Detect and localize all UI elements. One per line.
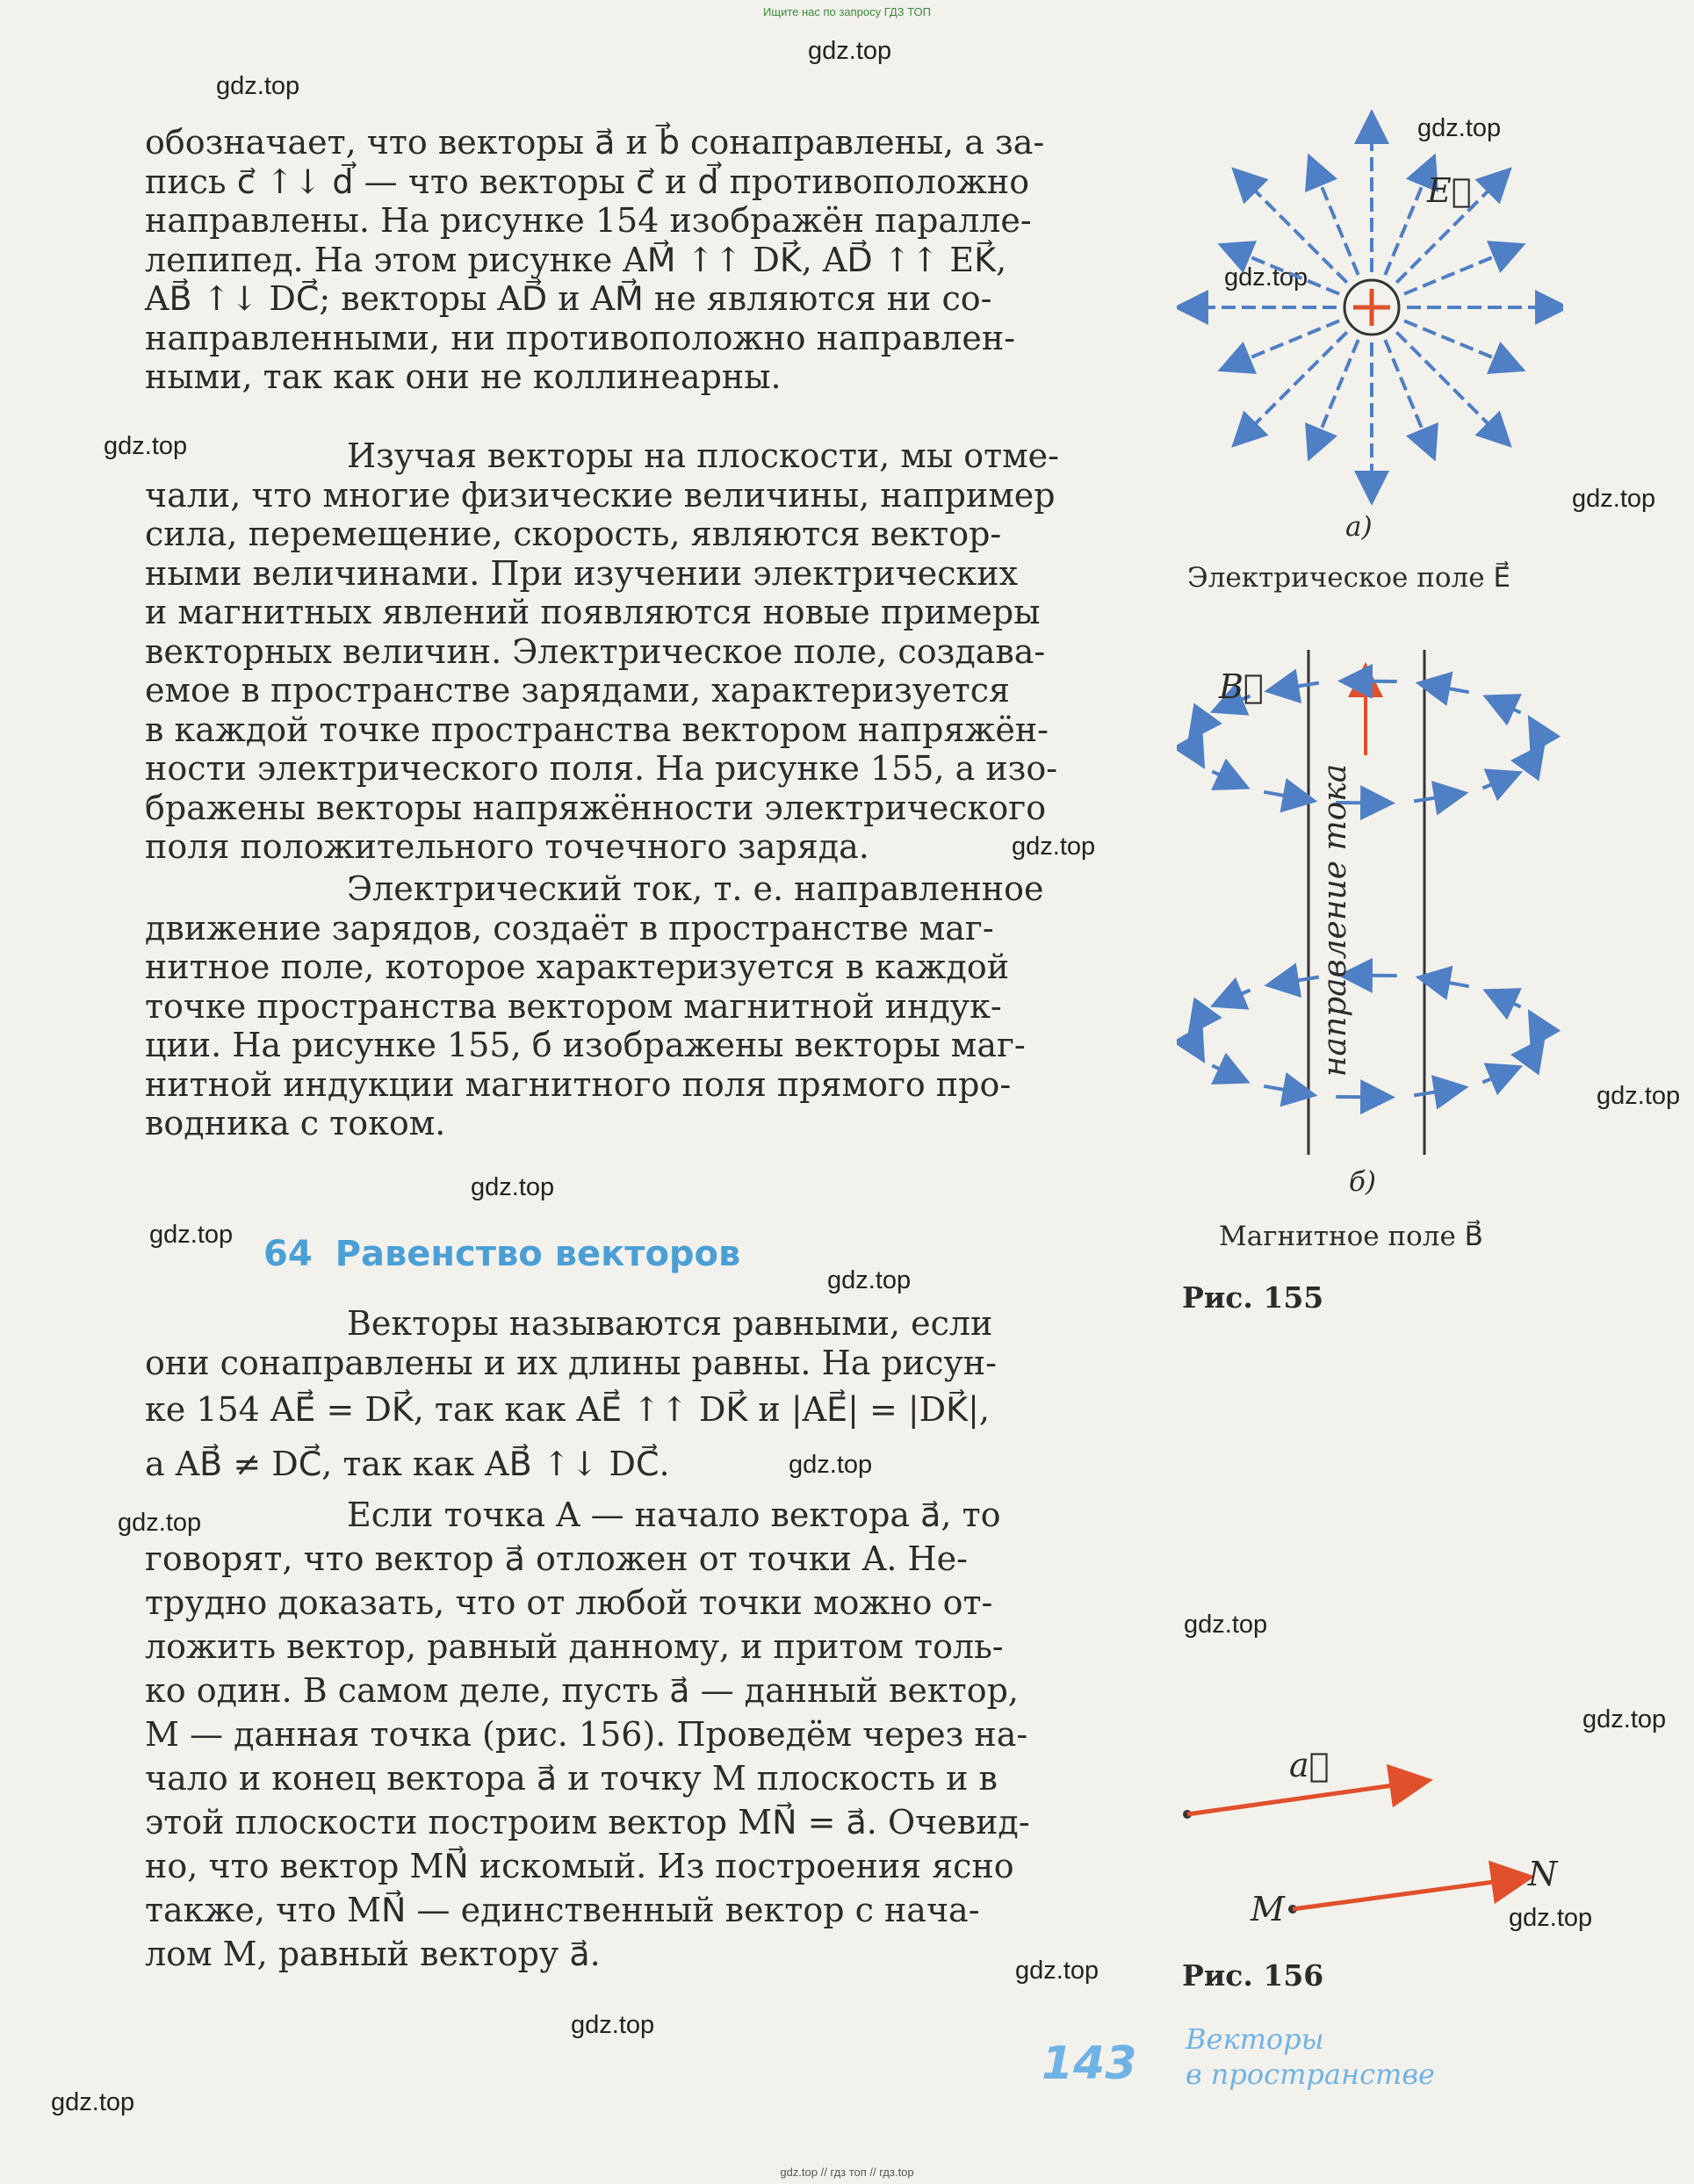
subfigure-a-label: а)	[1345, 511, 1373, 543]
text-line: точке пространства вектором магнитной индук-	[145, 986, 1002, 1026]
text-line: направленными, ни противоположно направлен-	[145, 318, 1016, 357]
text-line: трудно доказать, что от любой точки можно от-	[145, 1583, 993, 1622]
electric-field-diagram	[1177, 110, 1563, 505]
text-line: они сонаправлены и их длины равны. На рисун-	[145, 1343, 997, 1382]
watermark: gdz.top	[104, 432, 188, 460]
text-line: направлены. На рисунке 154 изображён паралле-	[145, 201, 1032, 240]
text-line: ко один. В самом деле, пусть a⃗ — данный вектор,	[145, 1671, 1019, 1710]
magnetic-arrow	[1271, 977, 1318, 985]
text-line: сила, перемещение, скорость, являются вектор-	[145, 515, 1002, 553]
section-title: Равенство векторов	[335, 1234, 741, 1274]
text-line: лепипед. На этом рисунке AM⃗ ↑↑ DK⃗, AD⃗ ↑↑ EK⃗,	[145, 240, 1007, 279]
text-line: Векторы называются равными, если	[347, 1304, 993, 1343]
caption-magnetic-field: Магнитное поле B⃗	[1219, 1221, 1483, 1252]
watermark: gdz.top	[471, 1173, 555, 1201]
point-N-label: N	[1528, 1855, 1558, 1893]
text-line: ции. На рисунке 155, б изображены векторы маг-	[145, 1026, 1026, 1064]
watermark: gdz.top	[118, 1509, 202, 1537]
text-line: но, что вектор MN⃗ искомый. Из построения ясно	[145, 1847, 1014, 1885]
text-line: в каждой точке пространства вектором напряжён-	[145, 710, 1049, 749]
watermark: gdz.top	[1572, 485, 1656, 513]
watermark: gdz.top	[1417, 114, 1502, 142]
figure-156-label: Рис. 156	[1182, 1958, 1324, 1993]
magnetic-arrow	[1482, 1068, 1516, 1082]
magnetic-arrow	[1212, 771, 1243, 786]
watermark: gdz.top	[51, 2088, 135, 2116]
field-label-E: E⃗	[1427, 171, 1472, 210]
caption-electric-field: Электрическое поле E⃗	[1187, 562, 1511, 594]
text-line: нитное поле, которое характеризуется в каждой	[145, 948, 1010, 986]
magnetic-arrow	[1216, 991, 1250, 1005]
field-arrow	[1236, 172, 1347, 283]
text-line: ными, так как они не коллинеарны.	[145, 357, 782, 396]
watermark: gdz.top	[827, 1266, 912, 1294]
magnetic-arrow	[1528, 1042, 1541, 1060]
text-line: Если точка A — начало вектора a⃗, то	[347, 1496, 1001, 1534]
text-line: AB⃗ ↑↓ DC⃗; векторы AD⃗ и AM⃗ не являются ни со-	[145, 279, 992, 318]
field-arrow	[1385, 160, 1432, 275]
subfigure-b-label: б)	[1349, 1166, 1377, 1198]
text-line: этой плоскости построим вектор MN⃗ = a⃗. Очевид-	[145, 1803, 1030, 1842]
field-arrow	[1404, 246, 1519, 293]
text-line: поля положительного точечного заряда.	[145, 827, 869, 866]
section-title-line: в пространстве	[1186, 2058, 1435, 2091]
magnetic-arrow	[1489, 698, 1521, 713]
magnetic-arrow	[1489, 992, 1521, 1007]
magnetic-arrow	[1191, 745, 1201, 763]
watermark: gdz.top	[808, 37, 892, 65]
magnetic-arrow	[1423, 684, 1469, 693]
text-line: ными величинами. При изучении электрических	[145, 553, 1019, 593]
watermark: gdz.top	[1509, 1904, 1593, 1932]
section-heading	[263, 1234, 740, 1274]
field-label-B: B⃗	[1219, 667, 1264, 706]
watermark: gdz.top	[1184, 1611, 1268, 1639]
text-line: M — данная точка (рис. 156). Проведём через на-	[145, 1715, 1028, 1754]
magnetic-arrow	[1271, 683, 1318, 691]
field-arrow	[1385, 340, 1432, 455]
magnetic-arrow	[1336, 1097, 1388, 1098]
text-line: ке 154 AE⃗ = DK⃗, так как AE⃗ ↑↑ DK⃗ и |AE⃗| = |DK⃗|,	[145, 1390, 990, 1429]
magnetic-arrow	[1192, 1013, 1205, 1030]
paragraph-1	[145, 123, 1133, 397]
field-arrow	[1224, 246, 1339, 293]
magnetic-arrow	[1192, 718, 1205, 736]
text-line: и магнитных явлений появляются новые примеры	[145, 593, 1041, 631]
section-number: 64	[263, 1234, 313, 1274]
magnetic-arrow	[1423, 978, 1469, 987]
vector-MN	[1293, 1878, 1526, 1909]
vector-diagram-156	[1177, 1756, 1546, 1932]
magnetic-arrow	[1532, 721, 1542, 739]
point-M-label: M	[1251, 1890, 1285, 1928]
watermark: gdz.top	[1597, 1082, 1681, 1110]
text-line: движение зарядов, создаёт в пространстве маг-	[145, 908, 994, 948]
magnetic-arrow	[1414, 1088, 1461, 1096]
magnetic-field-diagram	[1177, 650, 1563, 1159]
vector-a	[1187, 1781, 1424, 1814]
text-line: бражены векторы напряжённости электрического	[145, 788, 1047, 827]
text-line: векторных величин. Электрическое поле, создава-	[145, 631, 1046, 671]
text-line: а AB⃗ ≠ DC⃗, так как AB⃗ ↑↓ DC⃗.	[145, 1445, 670, 1483]
text-line: Электрический ток, т. е. направленное	[347, 869, 1044, 908]
watermark: gdz.top	[789, 1451, 873, 1479]
watermark: gdz.top	[1012, 833, 1096, 861]
field-arrow	[1310, 340, 1358, 455]
magnetic-arrow	[1344, 681, 1397, 682]
top-banner: Ищите нас по запросу ГДЗ ТОП	[763, 5, 931, 18]
watermark: gdz.top	[1582, 1705, 1667, 1734]
page-number: 143	[1042, 2037, 1137, 2090]
magnetic-arrow	[1414, 794, 1461, 802]
field-arrow	[1310, 160, 1358, 275]
watermark: gdz.top	[1015, 1957, 1099, 1985]
magnetic-arrow	[1264, 792, 1310, 801]
text-line: чало и конец вектора a⃗ и точку M плоскость и в	[145, 1759, 998, 1798]
text-line: пись c⃗ ↑↓ d⃗ — что векторы c⃗ и d⃗ противоположно	[145, 162, 1030, 201]
section-title-line: Векторы	[1186, 2022, 1324, 2056]
bottom-banner: gdz.top // гдз топ // гдз.top	[780, 2166, 914, 2179]
magnetic-arrow	[1191, 1039, 1201, 1057]
text-line: обозначает, что векторы a⃗ и b⃗ сонаправлены, а за-	[145, 123, 1045, 162]
paragraph-2	[145, 436, 1133, 867]
text-line: Изучая векторы на плоскости, мы отме-	[347, 436, 1060, 475]
watermark: gdz.top	[1224, 263, 1308, 292]
watermark: gdz.top	[216, 72, 300, 100]
field-arrow	[1236, 332, 1347, 443]
section-title-footer	[1186, 2022, 1435, 2092]
watermark: gdz.top	[149, 1221, 234, 1249]
paragraph-3	[145, 869, 1133, 1143]
paragraph-5	[145, 1493, 1133, 1976]
paragraph-4	[145, 1304, 1133, 1491]
text-line: емое в пространстве зарядами, характеризуется	[145, 671, 1010, 710]
magnetic-arrow	[1482, 774, 1516, 788]
magnetic-arrow	[1212, 1065, 1243, 1080]
text-line: водника с током.	[145, 1104, 446, 1142]
magnetic-arrow	[1532, 1015, 1542, 1034]
current-direction-label: направление тока	[1316, 763, 1353, 1078]
text-line: чали, что многие физические величины, например	[145, 475, 1056, 515]
text-line: нитной индукции магнитного поля прямого про-	[145, 1064, 1012, 1104]
magnetic-arrow	[1264, 1086, 1310, 1095]
text-line: лом M, равный вектору a⃗.	[145, 1935, 601, 1973]
text-line: также, что MN⃗ — единственный вектор с нача-	[145, 1891, 980, 1929]
text-line: ложить вектор, равный данному, и притом толь-	[145, 1627, 1004, 1666]
field-arrow	[1404, 321, 1519, 368]
field-arrow	[1224, 321, 1339, 368]
figure-155-label: Рис. 155	[1182, 1280, 1324, 1315]
text-line: говорят, что вектор a⃗ отложен от точки A. Не-	[145, 1539, 968, 1578]
text-line: ности электрического поля. На рисунке 155, а изо-	[145, 749, 1058, 788]
vector-a-label: a⃗	[1289, 1746, 1330, 1784]
watermark: gdz.top	[571, 2011, 655, 2039]
magnetic-arrow	[1528, 748, 1541, 766]
field-arrow	[1396, 332, 1507, 443]
